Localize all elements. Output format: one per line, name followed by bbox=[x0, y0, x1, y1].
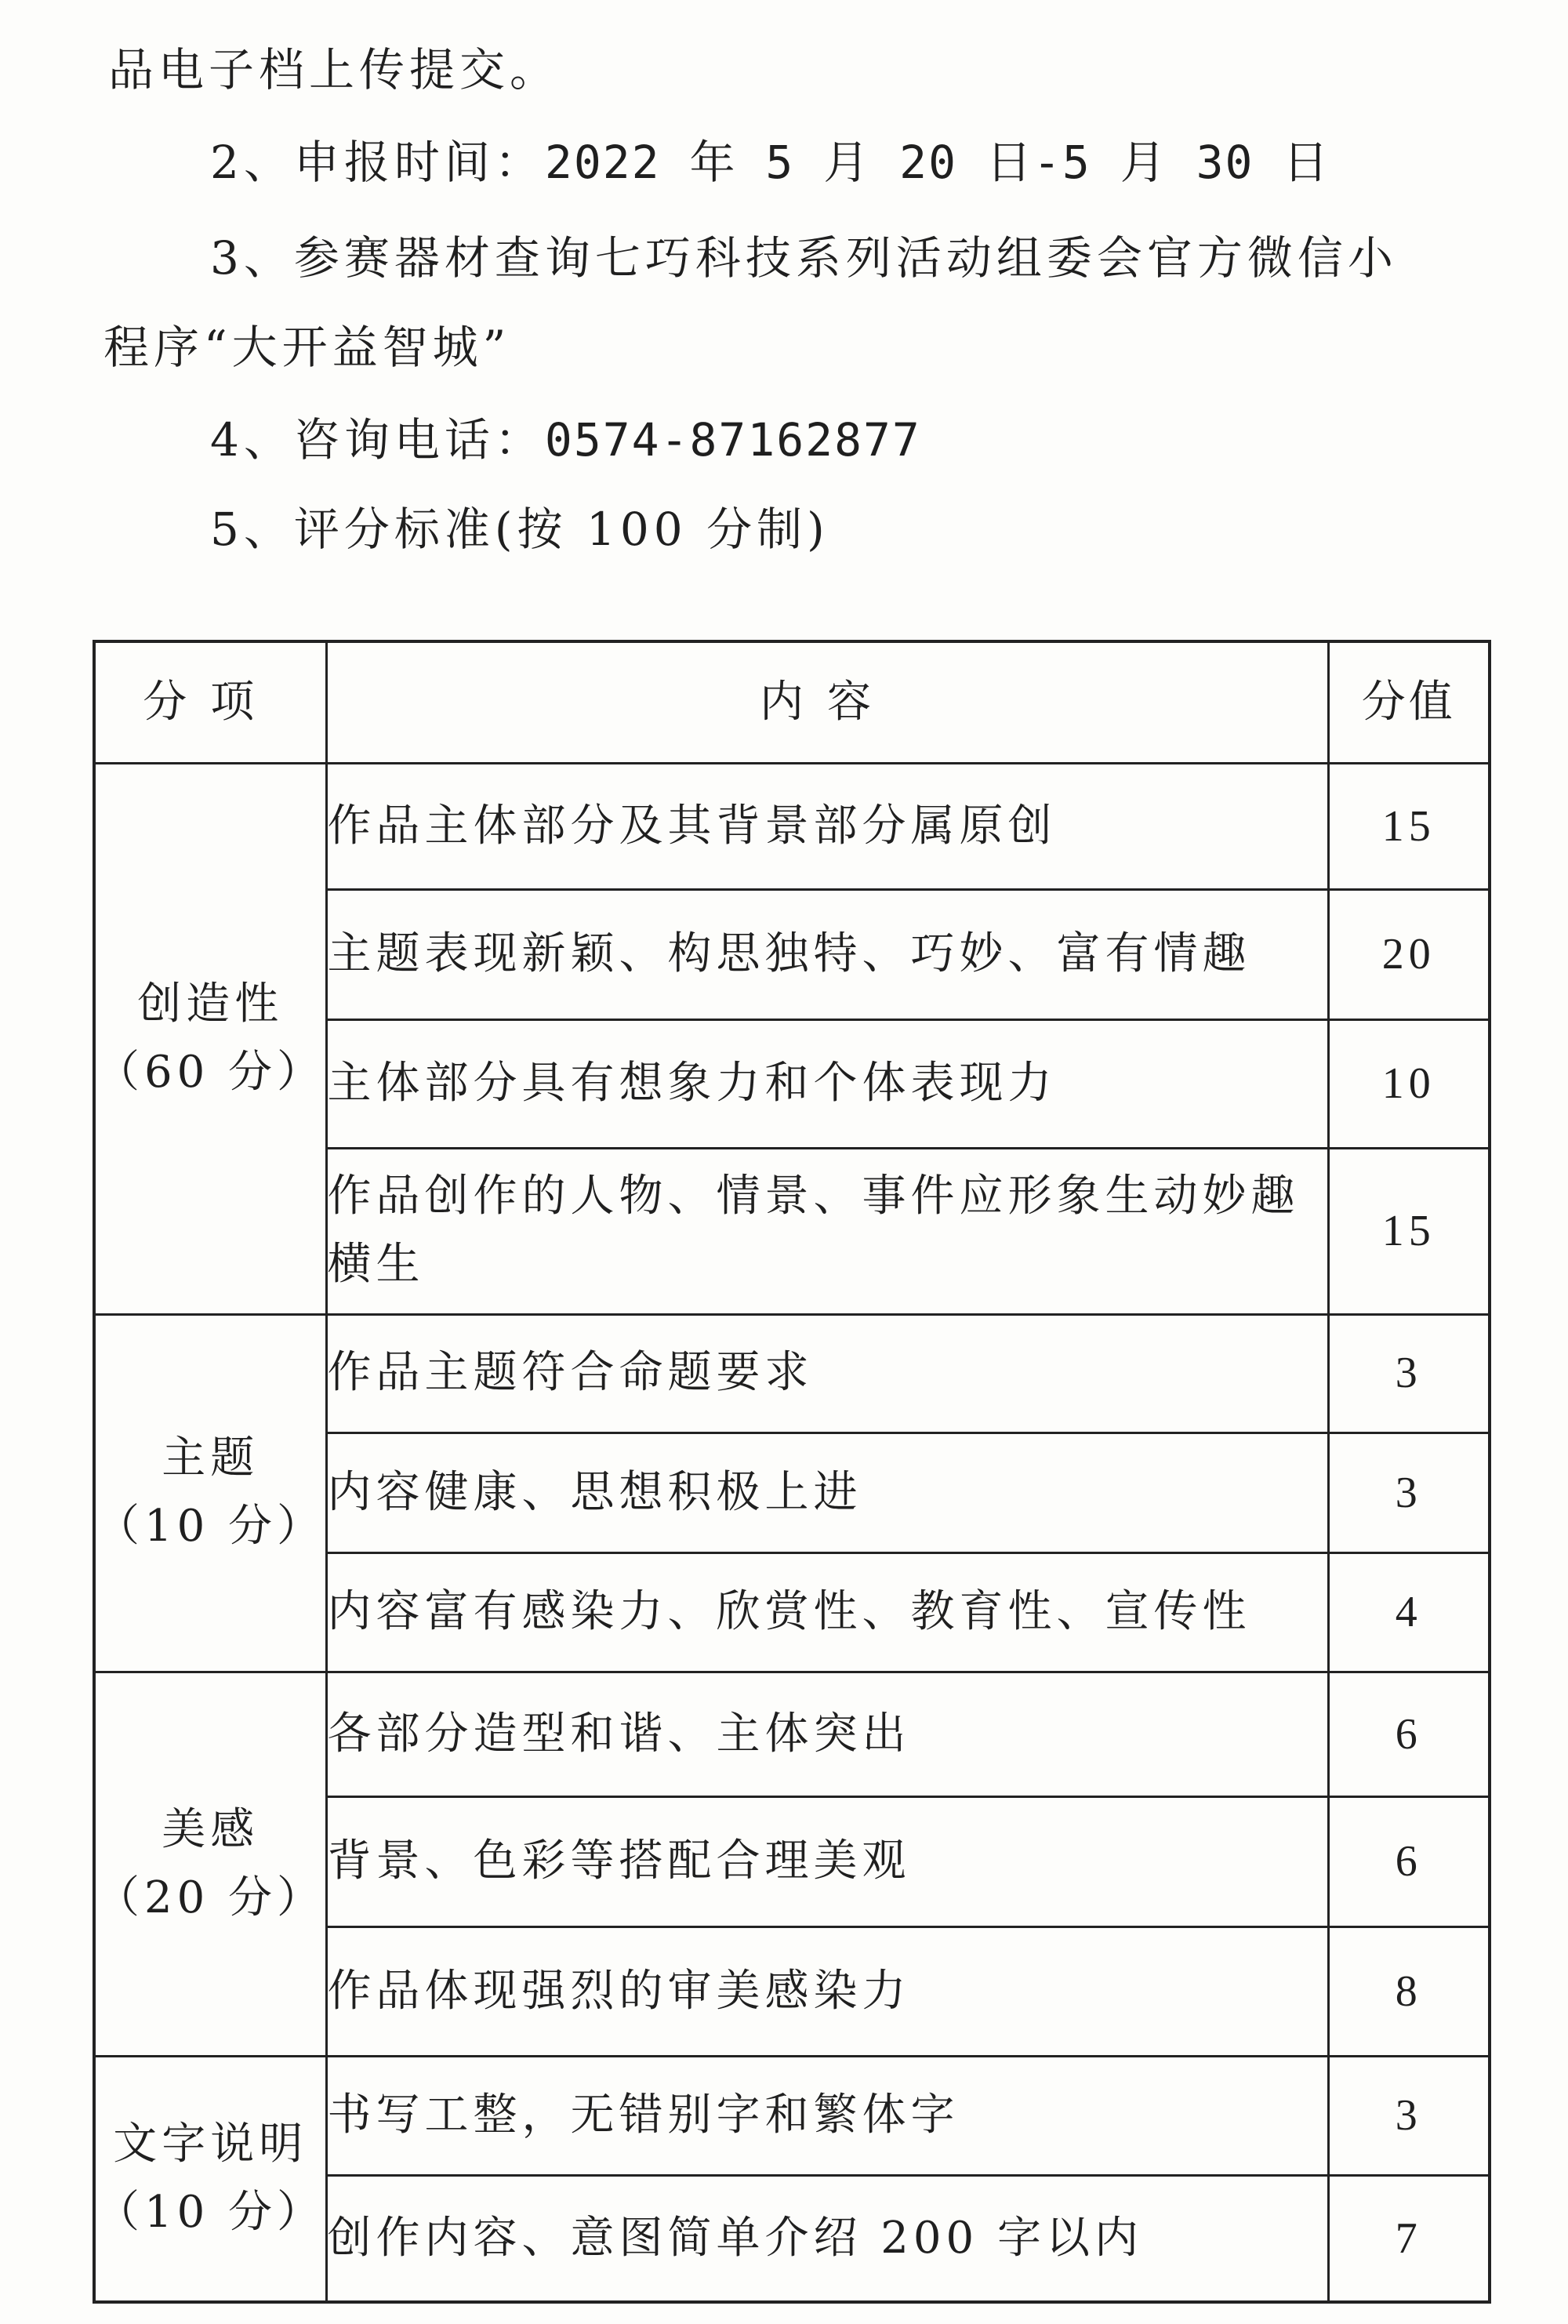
table-row bbox=[94, 2057, 1490, 2175]
category-name: 创造性 bbox=[137, 978, 284, 1029]
category-cell bbox=[94, 2057, 326, 2302]
criterion-text: 内容富有感染力、欣赏性、教育性、宣传性 bbox=[326, 1553, 1328, 1672]
criterion-points: 15 bbox=[1328, 1148, 1490, 1314]
header-category: 分项 bbox=[94, 641, 326, 763]
category-cell bbox=[94, 763, 326, 1314]
criterion-points: 4 bbox=[1328, 1553, 1490, 1672]
table-row bbox=[94, 1672, 1490, 1797]
criterion-text: 创作内容、意图简单介绍 200 字以内 bbox=[326, 2175, 1328, 2302]
table-header-row bbox=[94, 641, 1490, 763]
criterion-text: 主体部分具有想象力和个体表现力 bbox=[326, 1020, 1328, 1149]
category-name: 美感 bbox=[162, 1803, 260, 1855]
equipment-text-line2: 程序“大开益智城” bbox=[103, 321, 511, 374]
header-points: 分值 bbox=[1328, 641, 1490, 763]
criterion-text: 作品创作的人物、情景、事件应形象生动妙趣横生 bbox=[326, 1148, 1328, 1314]
equipment-text-line1: 3、参赛器材查询七巧科技系列活动组委会官方微信小 bbox=[210, 231, 1398, 285]
criterion-points: 8 bbox=[1328, 1926, 1490, 2057]
criterion-points: 3 bbox=[1328, 2057, 1490, 2175]
criterion-text: 作品体现强烈的审美感染力 bbox=[326, 1926, 1328, 2057]
criterion-points: 20 bbox=[1328, 890, 1490, 1020]
criterion-points: 6 bbox=[1328, 1797, 1490, 1927]
category-total: （60 分） bbox=[96, 1046, 326, 1098]
category-total: （10 分） bbox=[96, 2187, 326, 2239]
criterion-text: 各部分造型和谐、主体突出 bbox=[326, 1672, 1328, 1797]
category-name: 主题 bbox=[162, 1433, 260, 1484]
category-cell bbox=[94, 1672, 326, 2057]
criterion-points: 15 bbox=[1328, 763, 1490, 890]
criterion-text: 作品主题符合命题要求 bbox=[326, 1314, 1328, 1433]
criterion-text: 主题表现新颖、构思独特、巧妙、富有情趣 bbox=[326, 890, 1328, 1020]
criterion-text: 作品主体部分及其背景部分属原创 bbox=[326, 763, 1328, 890]
category-total: （20 分） bbox=[96, 1872, 326, 1923]
paragraph-phone bbox=[210, 413, 921, 467]
criterion-points: 10 bbox=[1328, 1020, 1490, 1149]
category-cell bbox=[94, 1314, 326, 1672]
deadline-label: 2、申报时间： bbox=[210, 136, 545, 189]
table-row bbox=[94, 1314, 1490, 1433]
criterion-points: 3 bbox=[1328, 1314, 1490, 1433]
scoring-title-text: 5、评分标准(按 100 分制) bbox=[210, 503, 829, 556]
criterion-points: 7 bbox=[1328, 2175, 1490, 2302]
criterion-text: 内容健康、思想积极上进 bbox=[326, 1433, 1328, 1552]
table-row bbox=[94, 763, 1490, 890]
header-content: 内容 bbox=[326, 641, 1328, 763]
paragraph-equipment-line1 bbox=[210, 231, 1398, 285]
paragraph-equipment-line2 bbox=[103, 321, 511, 374]
paragraph-deadline bbox=[210, 136, 1330, 189]
criterion-text: 书写工整，无错别字和繁体字 bbox=[326, 2057, 1328, 2175]
phone-value: 0574-87162877 bbox=[544, 413, 921, 467]
deadline-value: 2022 年 5 月 20 日-5 月 30 日 bbox=[544, 136, 1330, 189]
category-name: 文字说明 bbox=[113, 2119, 308, 2170]
category-total: （10 分） bbox=[96, 1501, 326, 1552]
criterion-points: 3 bbox=[1328, 1433, 1490, 1552]
criterion-points: 6 bbox=[1328, 1672, 1490, 1797]
phone-label: 4、咨询电话： bbox=[210, 413, 545, 467]
paragraph-submit bbox=[108, 43, 561, 96]
criterion-text: 背景、色彩等搭配合理美观 bbox=[326, 1797, 1328, 1927]
paragraph-text: 品电子档上传提交。 bbox=[108, 43, 561, 96]
paragraph-scoring-title bbox=[210, 503, 829, 556]
scoring-table bbox=[93, 640, 1491, 2304]
